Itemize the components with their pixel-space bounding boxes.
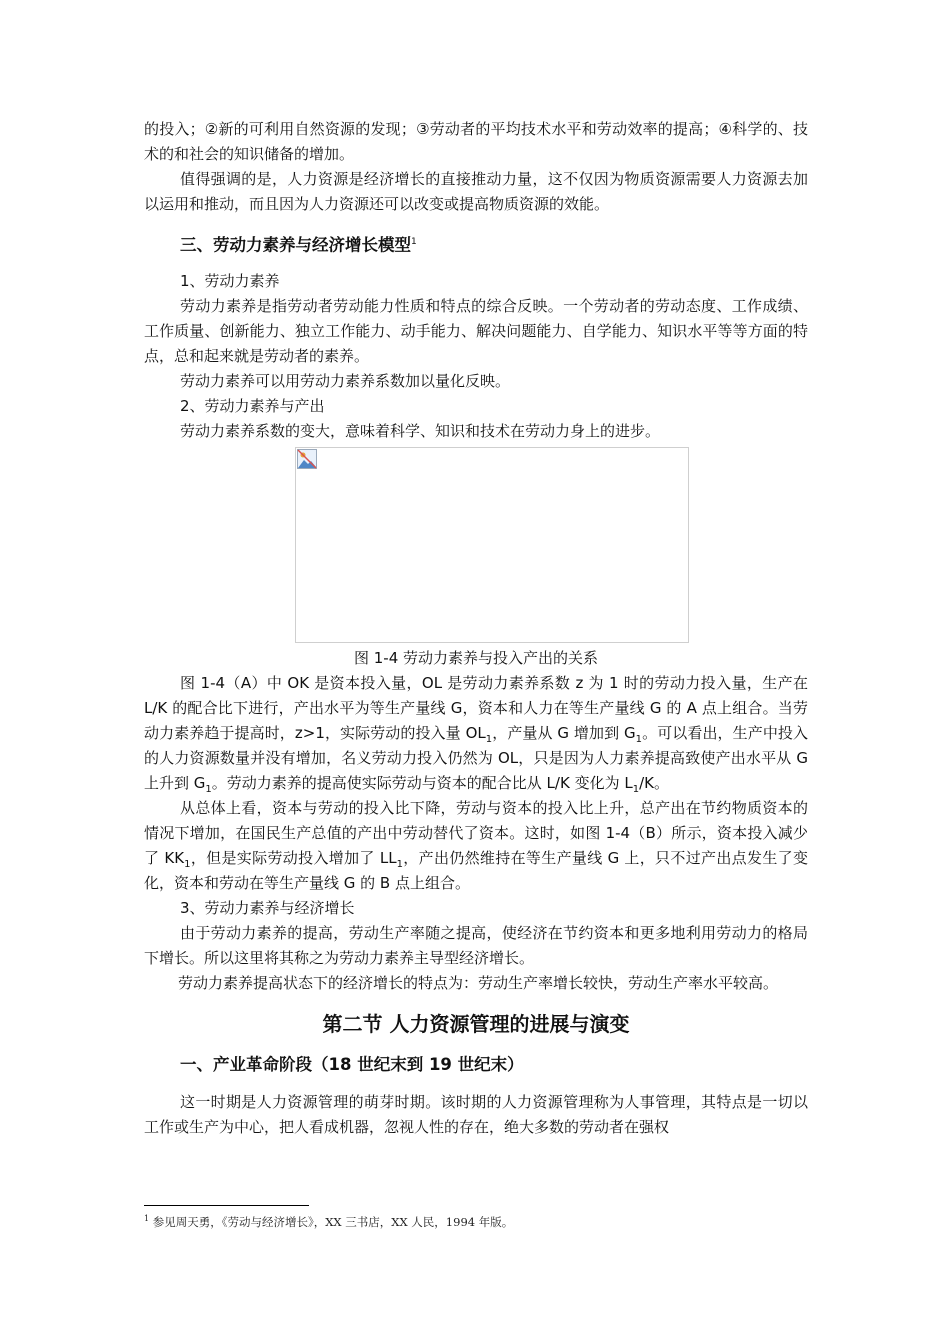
figure-image-placeholder (295, 447, 689, 643)
footnote-mark: 1 (144, 1214, 150, 1223)
subheading: 1、劳动力素养 (180, 271, 280, 290)
paragraph: 值得强调的是，人力资源是经济增长的直接推动力量，这不仅因为物质资源需要人力资源去加以运用和推动，而且因为人力资源还可以改变或提高物质资源的效能。 (144, 170, 808, 213)
paragraph: 劳动力素养系数的变大，意味着科学、知识和技术在劳动力身上的进步。 (180, 421, 661, 440)
paragraph: 由于劳动力素养的提高，劳动生产率随之提高，使经济在节约资本和更多地利用劳动力的格局下增长。所以这里将其称之为劳动力素养主导型经济增长。 (144, 923, 808, 967)
section-heading: 一、产业革命阶段（18 世纪末到 19 世纪末） (180, 1054, 524, 1074)
paragraph: 劳动力素养提高状态下的经济增长的特点为：劳动生产率增长较快，劳动生产率水平较高。 (178, 973, 779, 992)
section-heading (180, 229, 808, 259)
paragraph: 从总体上看，资本与劳动的投入比下降，劳动与资本的投入比上升，总产出在节约物质资本的情况下增加，在国民生产总值的产出中劳动替代了资本。这时，如图 1-4（B）所示，资本投入减少了 $KK_1$，但是实际劳动投入增加了 $LL_1$，产出仍然维持在等生产量线 G 上，只不过产出点发生了变化，资本和劳动在等生产量线 G 的 B 点上组合。 (144, 798, 808, 892)
subheading: 2、劳动力素养与产出 (180, 396, 325, 415)
broken-image-icon (297, 449, 317, 469)
footnote-separator (144, 1205, 309, 1206)
heading-text: 三、劳动力素养与经济增长模型 (180, 235, 411, 255)
footnote-reference[interactable]: 1 (411, 237, 417, 247)
paragraph: 这一时期是人力资源管理的萌芽时期。该时期的人力资源管理称为人事管理，其特点是一切以工作或生产为中心，把人看成机器，忽视人性的存在，绝大多数的劳动者在强权 (144, 1092, 808, 1136)
paragraph: 图 1-4（A）中 OK 是资本投入量，OL 是劳动力素养系数 z 为 1 时的劳动力投入量，生产在 L/K 的配合比下进行，产出水平为等生产量线 G，资本和人力在等生产量线 G 的 A 点上组合。当劳动力素养趋于提高时，z>1，实际劳动的投入量 $OL_1$，产量从 G 增加到 $G_1$。可以看出，生产中投入的人力资源数量并没有增加，名义劳动力投入仍然为 OL，只是因为人力素养提高致使产出水平从 G 上升到 $G_1$。劳动力素养的提高使实际劳动与资本的配合比从 L/K 变化为 $L_1/K$。 (144, 673, 808, 795)
footnote (144, 1210, 513, 1231)
subheading: 3、劳动力素养与经济增长 (180, 898, 355, 917)
body-text (144, 117, 808, 1140)
paragraph: 劳动力素养可以用劳动力素养系数加以量化反映。 (180, 371, 511, 390)
figure-caption: 图 1-4 劳动力素养与投入产出的关系 (353, 648, 599, 667)
chapter-section-title: 第二节 人力资源管理的进展与演变 (322, 1011, 630, 1036)
footnote-text: 参见周天勇，《劳动与经济增长》，XX 三书店，XX 人民，1994 年版。 (149, 1214, 514, 1229)
paragraph: 的投入；②新的可利用自然资源的发现；③劳动者的平均技术水平和劳动效率的提高；④科学的、技术的和社会的知识储备的增加。 (144, 120, 808, 163)
paragraph: 劳动力素养是指劳动者劳动能力性质和特点的综合反映。一个劳动者的劳动态度、工作成绩、工作质量、创新能力、独立工作能力、动手能力、解决问题能力、自学能力、知识水平等等方面的特点，总和起来就是劳动者的素养。 (144, 296, 808, 365)
